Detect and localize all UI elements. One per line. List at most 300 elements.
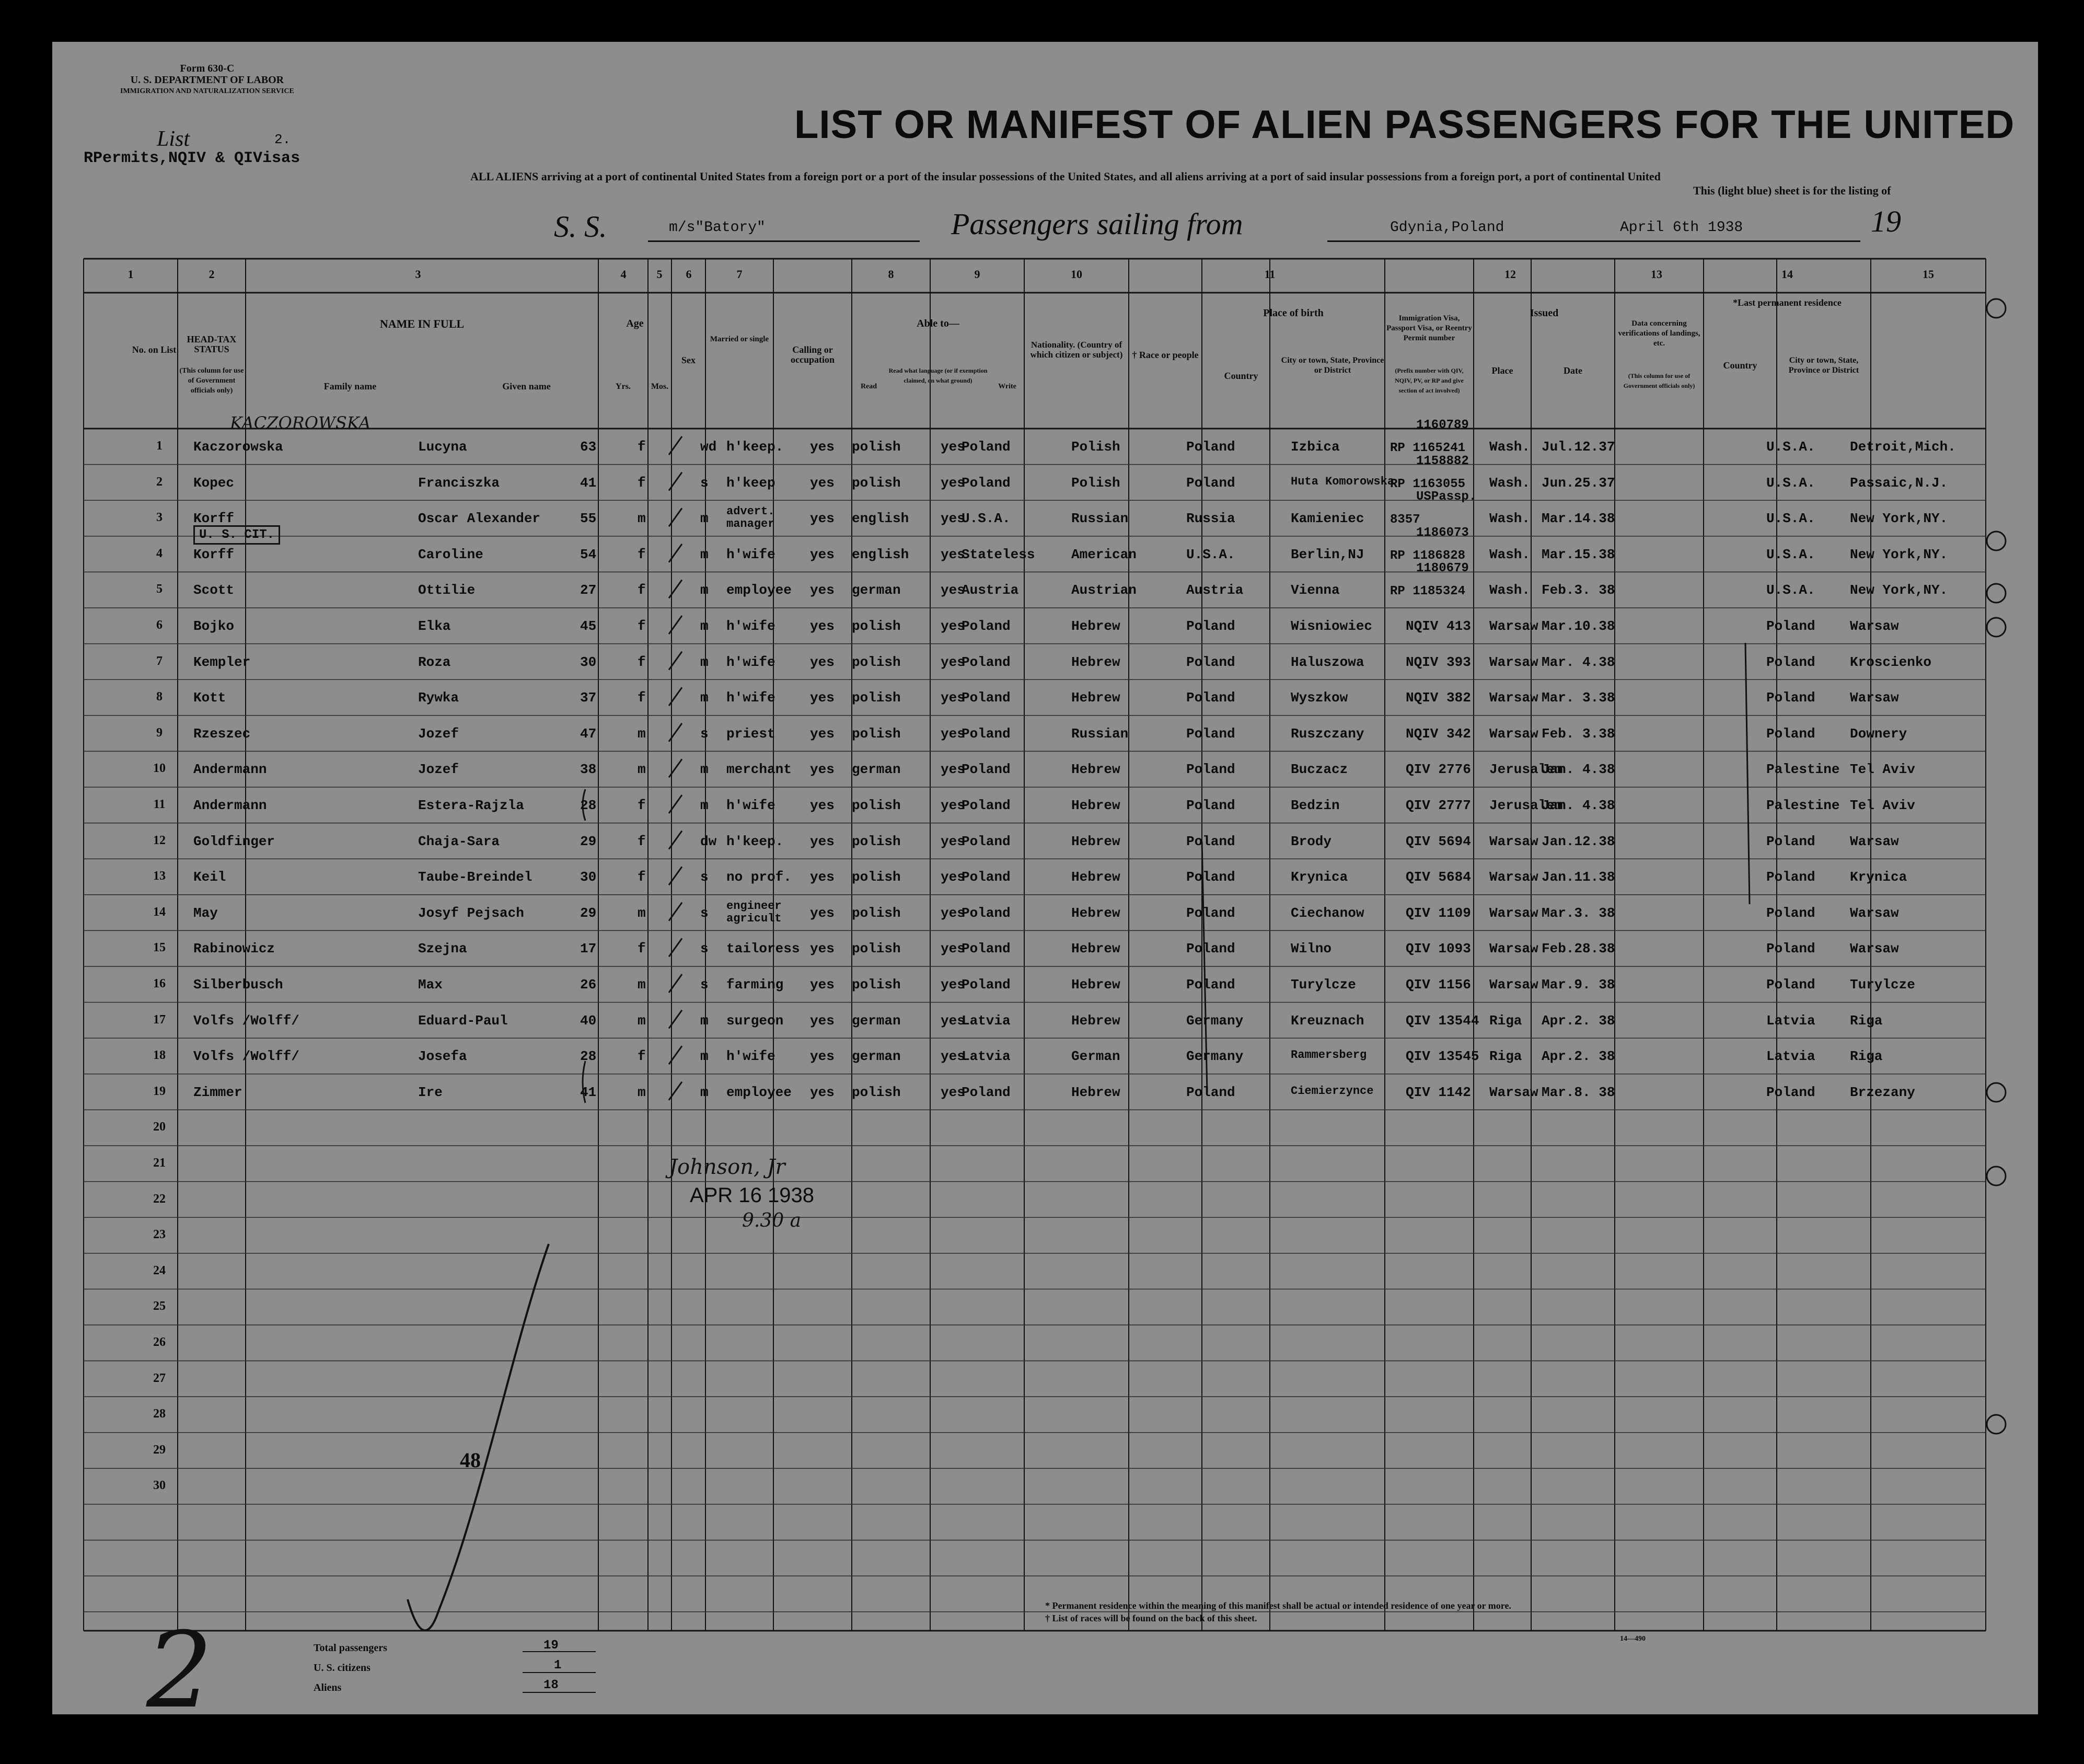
tally-tick xyxy=(669,1046,682,1064)
cell-given-name: Jozef xyxy=(418,725,459,742)
cell-birth-country: Germany xyxy=(1186,1012,1244,1029)
tally-tick xyxy=(669,938,682,956)
cell-issued-date: Mar.8. 38 xyxy=(1542,1084,1615,1100)
cell-race: German xyxy=(1071,1048,1120,1065)
cell-birth-city: Wisniowiec xyxy=(1291,618,1373,634)
races-footnote: † List of races will be found on the back of this sheet. xyxy=(1045,1613,1257,1623)
cell-visa-number: 1180679 xyxy=(1416,561,1469,576)
manifest-page xyxy=(52,42,2038,1714)
cell-marital-status: m xyxy=(700,798,709,813)
cell-family-name: Kott xyxy=(193,690,226,706)
cell-sex: m xyxy=(638,762,646,778)
cell-language: polish xyxy=(852,941,901,957)
cell-residence-city: New York,NY. xyxy=(1850,546,1948,562)
header-read: Read xyxy=(860,383,877,390)
cell-issued-place: Warsaw xyxy=(1489,654,1538,670)
inspector-signature: Johnson, Jr xyxy=(669,1155,785,1179)
cell-residence-country: Poland xyxy=(1766,905,1815,921)
cell-residence-city: Passaic,N.J. xyxy=(1850,475,1948,491)
row-number: 11 xyxy=(153,798,166,811)
cell-issued-place: Warsaw xyxy=(1489,941,1538,957)
cell-family-name: Scott xyxy=(193,582,235,598)
row-number: 16 xyxy=(153,977,166,990)
cell-nationality: Poland xyxy=(962,941,1011,957)
cell-write: yes xyxy=(941,833,965,849)
stamp-time: 9.30 a xyxy=(742,1210,802,1231)
cell-write: yes xyxy=(941,618,965,634)
cell-race: Hebrew xyxy=(1071,762,1120,778)
row-number: 1 xyxy=(156,439,163,453)
cell-age: 41 xyxy=(580,1084,597,1100)
cell-issued-date: Feb.3. 38 xyxy=(1542,582,1615,598)
cell-occupation: merchant xyxy=(726,762,792,778)
cell-given-name: Lucyna xyxy=(418,439,467,455)
permits-note: RPermits,NQIV & QIVisas xyxy=(84,149,300,167)
cell-birth-country: Poland xyxy=(1186,439,1235,455)
cell-nationality: Stateless xyxy=(962,546,1035,562)
cell-residence-country: Poland xyxy=(1766,1084,1815,1100)
cell-family-name: Korff xyxy=(193,546,235,562)
cell-occupation: engineer agricult xyxy=(726,899,782,925)
cell-birth-city: Turylcze xyxy=(1291,977,1356,993)
cell-read: yes xyxy=(810,511,835,527)
cell-read: yes xyxy=(810,546,835,562)
cell-read: yes xyxy=(810,905,835,921)
tally-tick xyxy=(669,759,682,777)
cell-residence-country: Poland xyxy=(1766,618,1815,634)
list-number: 2. xyxy=(274,132,291,147)
cell-issued-place: Wash. xyxy=(1489,511,1531,527)
sailing-label: Passengers sailing from xyxy=(951,207,1243,241)
cell-race: Hebrew xyxy=(1071,798,1120,813)
cell-read: yes xyxy=(810,475,835,491)
cell-given-name: Estera-Rajzla xyxy=(418,798,524,813)
cell-language: polish xyxy=(852,439,901,455)
cell-issued-place: Warsaw xyxy=(1489,725,1538,742)
date-underline xyxy=(1610,240,1860,242)
aliens-value: 18 xyxy=(543,1678,559,1692)
cell-sex: f xyxy=(638,475,646,491)
tally-tick xyxy=(669,580,682,598)
header-age: Age xyxy=(626,318,644,329)
tally-tick xyxy=(669,1082,682,1100)
cell-given-name: Oscar Alexander xyxy=(418,511,541,527)
cell-residence-country: Palestine xyxy=(1766,798,1840,813)
cell-race: Hebrew xyxy=(1071,977,1120,993)
cell-occupation: h'wife xyxy=(726,690,775,706)
row-number: 4 xyxy=(156,546,163,560)
row-number: 24 xyxy=(153,1263,166,1277)
cell-sex: m xyxy=(638,1012,646,1029)
cell-occupation: h'keep. xyxy=(726,833,784,849)
cell-nationality: Poland xyxy=(962,833,1011,849)
cell-age: 54 xyxy=(580,546,597,562)
column-number: 4 xyxy=(620,268,627,281)
cell-issued-date: Feb.28.38 xyxy=(1542,941,1615,957)
tally-tick xyxy=(669,436,682,455)
cell-issued-date: Jun.25.37 xyxy=(1542,475,1615,491)
header-name-in-full: NAME IN FULL xyxy=(379,317,465,330)
cell-birth-city: Kamieniec xyxy=(1291,511,1364,527)
header-res-country: Country xyxy=(1723,360,1757,371)
cell-language: polish xyxy=(852,618,901,634)
cell-language: polish xyxy=(852,977,901,993)
cell-write: yes xyxy=(941,511,965,527)
cell-residence-country: Poland xyxy=(1766,977,1815,993)
cell-nationality: Austria xyxy=(962,582,1019,598)
cell-language: polish xyxy=(852,475,901,491)
cell-birth-city: Rammersberg xyxy=(1291,1048,1367,1062)
cell-write: yes xyxy=(941,439,965,455)
cell-occupation: no prof. xyxy=(726,869,792,885)
cell-race: Hebrew xyxy=(1071,833,1120,849)
cell-visa-number-alt: RP 1185324 xyxy=(1390,584,1466,599)
header-able-to: Able to— xyxy=(917,318,959,329)
cell-age: 63 xyxy=(580,439,597,455)
cell-birth-country: Russia xyxy=(1186,511,1235,527)
us-citizen-stamp: U. S. CIT. xyxy=(193,525,280,545)
cell-birth-city: Kreuznach xyxy=(1291,1012,1364,1029)
cell-read: yes xyxy=(810,869,835,885)
cell-occupation: h'wife xyxy=(726,798,775,813)
cell-age: 41 xyxy=(580,475,597,491)
tally-tick xyxy=(669,687,682,706)
cell-issued-date: Jan.12.38 xyxy=(1542,833,1615,849)
header-visa: Immigration Visa, Passport Visa, or Reentry Permit number xyxy=(1386,314,1472,342)
cell-residence-city: Warsaw xyxy=(1850,690,1899,706)
cell-birth-country: Poland xyxy=(1186,905,1235,921)
cell-race: Hebrew xyxy=(1071,1084,1120,1100)
cell-birth-country: Poland xyxy=(1186,941,1235,957)
ship-name: m/s"Batory" xyxy=(669,220,766,236)
residence-footnote: * Permanent residence within the meaning of this manifest shall be actual or intended residence of one year or more. xyxy=(1045,1600,1511,1611)
cell-language: polish xyxy=(852,905,901,921)
cell-write: yes xyxy=(941,941,965,957)
cell-visa-number: QIV 2777 xyxy=(1406,798,1471,813)
tally-tick xyxy=(669,472,682,491)
cell-write: yes xyxy=(941,725,965,742)
cell-issued-place: Wash. xyxy=(1489,475,1531,491)
cell-family-name: Andermann xyxy=(193,798,267,813)
cell-nationality: Poland xyxy=(962,977,1011,993)
cell-residence-country: Poland xyxy=(1766,690,1815,706)
column-number: 2 xyxy=(209,268,215,281)
cell-issued-date: Feb. 3.38 xyxy=(1542,725,1615,742)
cell-age: 37 xyxy=(580,690,597,706)
cell-birth-country: U.S.A. xyxy=(1186,546,1235,562)
cell-issued-place: Warsaw xyxy=(1489,977,1538,993)
cell-write: yes xyxy=(941,977,965,993)
cell-marital-status: s xyxy=(700,977,709,993)
cell-issued-place: Wash. xyxy=(1489,439,1531,455)
cell-issued-date: Mar.9. 38 xyxy=(1542,977,1615,993)
sailing-date: April 6th 1938 xyxy=(1620,220,1743,236)
tally-tick xyxy=(669,544,682,562)
cell-nationality: Poland xyxy=(962,725,1011,742)
sheet-color-note: This (light blue) sheet is for the listing of xyxy=(1693,184,1891,197)
cell-issued-date: Mar. 3.38 xyxy=(1542,690,1615,706)
cell-residence-city: Detroit,Mich. xyxy=(1850,439,1956,455)
cell-write: yes xyxy=(941,475,965,491)
cell-nationality: Poland xyxy=(962,905,1011,921)
row-number: 7 xyxy=(156,654,163,668)
cell-read: yes xyxy=(810,725,835,742)
row-number: 6 xyxy=(156,618,163,632)
cell-write: yes xyxy=(941,546,965,562)
cell-nationality: Poland xyxy=(962,475,1011,491)
cell-write: yes xyxy=(941,582,965,598)
cell-family-name: Volfs /Wolff/ xyxy=(193,1012,299,1029)
cell-issued-place: Wash. xyxy=(1489,546,1531,562)
cell-birth-city: Krynica xyxy=(1291,869,1348,885)
cell-residence-city: Riga xyxy=(1850,1048,1883,1065)
cell-occupation: h'wife xyxy=(726,546,775,562)
cell-given-name: Max xyxy=(418,977,443,993)
cell-read: yes xyxy=(810,977,835,993)
tally-tick xyxy=(669,616,682,634)
tally-tick xyxy=(669,867,682,885)
cell-issued-place: Warsaw xyxy=(1489,833,1538,849)
cell-family-name: Volfs /Wolff/ xyxy=(193,1048,299,1065)
row-number: 2 xyxy=(156,475,163,489)
cell-occupation: farming xyxy=(726,977,784,993)
column-number: 13 xyxy=(1651,268,1662,281)
header-given-name: Given name xyxy=(502,381,551,391)
cell-issued-date: Jul.12.37 xyxy=(1542,439,1615,455)
cell-marital-status: m xyxy=(700,582,709,598)
cell-race: Hebrew xyxy=(1071,905,1120,921)
cell-visa-number: QIV 13544 xyxy=(1406,1012,1479,1029)
cell-read: yes xyxy=(810,1084,835,1100)
cell-given-name: Ire xyxy=(418,1084,443,1100)
cell-nationality: Poland xyxy=(962,654,1011,670)
aliens-label: Aliens xyxy=(314,1682,342,1693)
cell-birth-country: Poland xyxy=(1186,977,1235,993)
cell-visa-number: QIV 5684 xyxy=(1406,869,1471,885)
cell-birth-city: Bedzin xyxy=(1291,798,1340,813)
row-number: 9 xyxy=(156,725,163,740)
cell-nationality: Poland xyxy=(962,690,1011,706)
header-calling: Calling or occupation xyxy=(790,344,835,365)
cell-visa-number: 1186073 xyxy=(1416,525,1469,540)
cell-issued-place: Jerusalem xyxy=(1489,762,1563,778)
row-number: 13 xyxy=(153,869,166,883)
cell-sex: m xyxy=(638,977,646,993)
header-issued-place: Place xyxy=(1491,365,1513,376)
tally-tick xyxy=(669,723,682,742)
cell-issued-date: Mar.14.38 xyxy=(1542,511,1615,527)
cell-birth-city: Izbica xyxy=(1291,439,1340,455)
table-grid xyxy=(52,42,2038,1714)
cell-age: 27 xyxy=(580,582,597,598)
cell-birth-city: Huta Komorowska xyxy=(1291,475,1395,488)
header-race: † Race or people xyxy=(1132,350,1199,360)
cell-family-name: Kopec xyxy=(193,475,235,491)
cell-residence-city: Warsaw xyxy=(1850,833,1899,849)
cell-residence-city: New York,NY. xyxy=(1850,511,1948,527)
list-label: List xyxy=(157,127,190,151)
cell-birth-country: Poland xyxy=(1186,654,1235,670)
header-head-tax: HEAD-TAX STATUS xyxy=(187,334,237,354)
row-number: 21 xyxy=(153,1156,166,1170)
cell-age: 30 xyxy=(580,654,597,670)
cell-occupation: h'keep. xyxy=(726,439,784,455)
cell-race: Russian xyxy=(1071,511,1129,527)
cell-birth-country: Poland xyxy=(1186,690,1235,706)
header-birth-city: City or town, State, Province or District xyxy=(1281,356,1384,375)
cell-issued-place: Warsaw xyxy=(1489,1084,1538,1100)
cell-residence-country: U.S.A. xyxy=(1766,546,1815,562)
cell-residence-city: Brzezany xyxy=(1850,1084,1915,1100)
cell-birth-city: Berlin,NJ xyxy=(1291,546,1364,562)
cell-residence-city: Downery xyxy=(1850,725,1907,742)
header-no-on-list: No. on List xyxy=(132,344,177,355)
cell-issued-date: Mar. 4.38 xyxy=(1542,654,1615,670)
cell-family-name: Rzeszec xyxy=(193,725,251,742)
cell-marital-status: m xyxy=(700,762,709,778)
cell-given-name: Eduard-Paul xyxy=(418,1012,508,1029)
agency-block xyxy=(120,63,294,97)
cell-family-name: Kaczorowska xyxy=(193,439,283,455)
signature-stroke xyxy=(408,1244,549,1630)
tally-tick xyxy=(669,1010,682,1029)
cell-marital-status: m xyxy=(700,690,709,706)
column-number: 6 xyxy=(686,268,692,281)
cell-age: 30 xyxy=(580,869,597,885)
row-number: 8 xyxy=(156,690,163,704)
column-number: 9 xyxy=(974,268,980,281)
cell-language: polish xyxy=(852,690,901,706)
cell-sex: m xyxy=(638,511,646,527)
cell-residence-country: Poland xyxy=(1766,869,1815,885)
cell-birth-country: Germany xyxy=(1186,1048,1244,1065)
cell-visa-number-alt: RP 1163055 xyxy=(1390,477,1466,491)
cell-residence-country: Poland xyxy=(1766,725,1815,742)
cell-sex: m xyxy=(638,1084,646,1100)
cell-language: polish xyxy=(852,725,901,742)
cell-sex: m xyxy=(638,725,646,742)
cell-issued-place: Warsaw xyxy=(1489,869,1538,885)
cell-race: Polish xyxy=(1071,439,1120,455)
cell-write: yes xyxy=(941,798,965,813)
cell-sex: f xyxy=(638,439,646,455)
cell-issued-place: Jerusalem xyxy=(1489,798,1563,813)
cell-birth-city: Haluszowa xyxy=(1291,654,1364,670)
cell-age: 26 xyxy=(580,977,597,993)
cell-language: english xyxy=(852,511,909,527)
cell-write: yes xyxy=(941,654,965,670)
cell-language: german xyxy=(852,582,901,598)
cell-sex: f xyxy=(638,690,646,706)
cell-residence-country: U.S.A. xyxy=(1766,439,1815,455)
cell-age: 45 xyxy=(580,618,597,634)
cell-language: english xyxy=(852,546,909,562)
cell-write: yes xyxy=(941,1048,965,1065)
cell-marital-status: m xyxy=(700,1012,709,1029)
cell-occupation: h'wife xyxy=(726,618,775,634)
row-number: 14 xyxy=(153,905,166,919)
header-visa-note: (Prefix number with QIV, NQIV, PV, or RP and give section of act involved) xyxy=(1395,367,1464,394)
cell-given-name: Chaja-Sara xyxy=(418,833,500,849)
cell-marital-status: m xyxy=(700,618,709,634)
cell-given-name: Josyf Pejsach xyxy=(418,905,524,921)
column-number: 12 xyxy=(1504,268,1516,281)
cell-family-name: Keil xyxy=(193,869,226,885)
cell-write: yes xyxy=(941,690,965,706)
port-name: Gdynia,Poland xyxy=(1390,220,1504,236)
cell-visa-number: USPassp. xyxy=(1416,490,1477,504)
cell-visa-number: NQIV 342 xyxy=(1406,725,1471,742)
cell-language: polish xyxy=(852,833,901,849)
row-number: 25 xyxy=(153,1299,166,1313)
cell-residence-country: Poland xyxy=(1766,941,1815,957)
header-place-of-birth: Place of birth xyxy=(1263,307,1324,319)
cell-visa-number: QIV 1109 xyxy=(1406,905,1471,921)
cell-birth-country: Austria xyxy=(1186,582,1244,598)
cell-visa-number: 1160789 xyxy=(1416,418,1469,432)
cell-issued-place: Wash. xyxy=(1489,582,1531,598)
cell-nationality: U.S.A. xyxy=(962,511,1011,527)
header-mos: Mos. xyxy=(651,382,669,391)
cell-visa-number: QIV 13545 xyxy=(1406,1048,1479,1065)
cell-visa-number: QIV 1156 xyxy=(1406,977,1471,993)
cell-read: yes xyxy=(810,690,835,706)
cell-marital-status: m xyxy=(700,1084,709,1100)
tally-tick xyxy=(669,795,682,813)
cell-issued-place: Warsaw xyxy=(1489,905,1538,921)
cell-issued-place: Warsaw xyxy=(1489,690,1538,706)
cell-family-name: Andermann xyxy=(193,762,267,778)
cell-residence-city: Warsaw xyxy=(1850,941,1899,957)
cell-given-name: Elka xyxy=(418,618,451,634)
family-name-annotation: KACZOROWSKA xyxy=(230,413,371,433)
cell-occupation: surgeon xyxy=(726,1012,784,1029)
column-number: 8 xyxy=(888,268,894,281)
cell-visa-number: QIV 1142 xyxy=(1406,1084,1471,1100)
cell-residence-city: Warsaw xyxy=(1850,618,1899,634)
cell-sex: f xyxy=(638,618,646,634)
header-family-name: Family name xyxy=(323,381,377,391)
cell-residence-city: Turylcze xyxy=(1850,977,1915,993)
cell-birth-country: Poland xyxy=(1186,725,1235,742)
cell-age: 55 xyxy=(580,511,597,527)
cell-visa-number-alt: RP 1165241 xyxy=(1390,441,1466,455)
cell-age: 40 xyxy=(580,1012,597,1029)
cell-sex: f xyxy=(638,1048,646,1065)
cell-language: polish xyxy=(852,1084,901,1100)
column-number: 15 xyxy=(1923,268,1934,281)
cell-given-name: Ottilie xyxy=(418,582,476,598)
cell-nationality: Poland xyxy=(962,762,1011,778)
cell-marital-status: s xyxy=(700,905,709,921)
form-number: Form 630-C xyxy=(180,63,235,74)
page-mark: 48 xyxy=(460,1448,481,1472)
form-code: 14—490 xyxy=(1620,1635,1646,1643)
cell-visa-number: NQIV 393 xyxy=(1406,654,1471,670)
cell-issued-date: Mar.3. 38 xyxy=(1542,905,1615,921)
tally-tick xyxy=(669,652,682,670)
cell-family-name: Silberbusch xyxy=(193,977,283,993)
cell-read: yes xyxy=(810,582,835,598)
column-number: 5 xyxy=(656,268,663,281)
tally-tick xyxy=(669,974,682,993)
cell-occupation: advert. manager xyxy=(726,505,775,531)
cell-nationality: Poland xyxy=(962,439,1011,455)
cell-issued-date: Jan.11.38 xyxy=(1542,869,1615,885)
header-read-what: Read what language (or if exemption claimed, on what ground) xyxy=(888,367,988,384)
agency-name: U. S. DEPARTMENT OF LABOR xyxy=(130,74,284,86)
cell-issued-date: Apr.2. 38 xyxy=(1542,1012,1615,1029)
